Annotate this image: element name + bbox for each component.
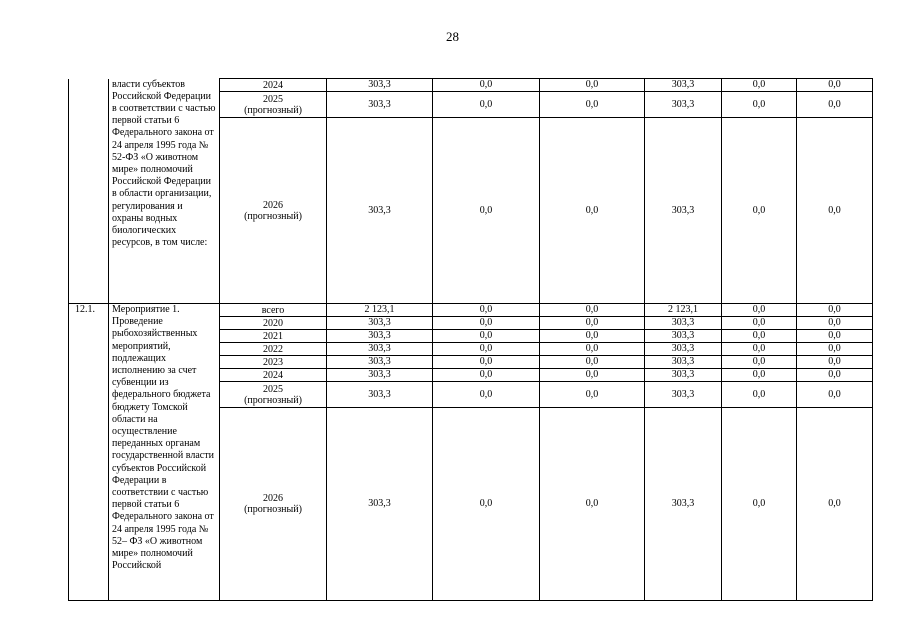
year-cell: [220, 369, 327, 382]
year-cell: [220, 330, 327, 343]
value-cell-c3: 0,0: [540, 408, 645, 601]
value-cell-c5: 0,0: [722, 118, 797, 304]
value-cell-c4: 303,3: [645, 369, 722, 382]
budget-table: [68, 78, 873, 601]
value-cell-c3: 0,0: [540, 118, 645, 304]
value-cell-c5: 0,0: [722, 79, 797, 92]
value-cell-c2: 0,0: [433, 408, 540, 601]
value-cell-c1: 2 123,1: [327, 304, 433, 317]
value-cell-c6: 0,0: [797, 118, 873, 304]
year-cell: [220, 356, 327, 369]
value-cell-c2: 0,0: [433, 369, 540, 382]
year-cell: [220, 343, 327, 356]
value-cell-c4: 303,3: [645, 343, 722, 356]
value-cell-c4: 303,3: [645, 92, 722, 118]
value-cell-c6: 0,0: [797, 382, 873, 408]
year-cell: [220, 408, 327, 601]
value-cell-c5: 0,0: [722, 408, 797, 601]
year-label: 2025: [263, 93, 283, 105]
year-label: 2021: [263, 330, 283, 342]
value-cell-c1: 303,3: [327, 343, 433, 356]
value-cell-c2: 0,0: [433, 79, 540, 92]
table-row: [69, 304, 873, 317]
value-cell-c1: 303,3: [327, 382, 433, 408]
value-cell-c2: 0,0: [433, 304, 540, 317]
value-cell-c4: 303,3: [645, 408, 722, 601]
value-cell-c2: 0,0: [433, 92, 540, 118]
value-cell-c4: 303,3: [645, 118, 722, 304]
year-label: 2023: [263, 356, 283, 368]
year-label: 2020: [263, 317, 283, 329]
value-cell-c5: 0,0: [722, 304, 797, 317]
value-cell-c1: 303,3: [327, 330, 433, 343]
value-cell-c6: 0,0: [797, 330, 873, 343]
value-cell-c5: 0,0: [722, 92, 797, 118]
value-cell-c6: 0,0: [797, 343, 873, 356]
value-cell-c3: 0,0: [540, 304, 645, 317]
value-cell-c1: 303,3: [327, 369, 433, 382]
year-cell: [220, 317, 327, 330]
value-cell-c3: 0,0: [540, 330, 645, 343]
value-cell-c3: 0,0: [540, 317, 645, 330]
value-cell-c6: 0,0: [797, 356, 873, 369]
year-label: 2026: [263, 199, 283, 211]
value-cell-c4: 303,3: [645, 317, 722, 330]
value-cell-c6: 0,0: [797, 79, 873, 92]
value-cell-c1: 303,3: [327, 118, 433, 304]
year-note: (прогнозный): [244, 504, 302, 515]
year-note: (прогнозный): [244, 210, 302, 222]
value-cell-c3: 0,0: [540, 356, 645, 369]
year-cell: [220, 382, 327, 408]
value-cell-c4: 303,3: [645, 382, 722, 408]
table-row: [69, 79, 873, 92]
value-cell-c2: 0,0: [433, 343, 540, 356]
year-note: (прогнозный): [244, 104, 302, 116]
value-cell-c3: 0,0: [540, 369, 645, 382]
value-cell-c1: 303,3: [327, 356, 433, 369]
value-cell-c1: 303,3: [327, 79, 433, 92]
year-label: 2022: [263, 343, 283, 355]
value-cell-c3: 0,0: [540, 92, 645, 118]
value-cell-c5: 0,0: [722, 356, 797, 369]
value-cell-c4: 303,3: [645, 356, 722, 369]
value-cell-c5: 0,0: [722, 343, 797, 356]
year-note: (прогнозный): [244, 394, 302, 406]
value-cell-c3: 0,0: [540, 382, 645, 408]
value-cell-c4: 2 123,1: [645, 304, 722, 317]
value-cell-c1: 303,3: [327, 317, 433, 330]
year-label: 2024: [263, 79, 283, 91]
value-cell-c6: 0,0: [797, 92, 873, 118]
value-cell-c6: 0,0: [797, 304, 873, 317]
value-cell-c5: 0,0: [722, 382, 797, 408]
value-cell-c1: 303,3: [327, 92, 433, 118]
value-cell-c2: 0,0: [433, 356, 540, 369]
year-cell: [220, 304, 327, 317]
year-cell: [220, 92, 327, 118]
page-number: 28: [446, 29, 459, 44]
item-description: власти субъектов Российской Федерации в соответствии с частью первой статьи 6 Федерального закона от 24 апреля 1995 года № 52-ФЗ «О животном мире» полномочий Российской Федерации в области организации, регулирования и охраны водных биологических ресурсов, в том числе:: [109, 79, 220, 304]
value-cell-c2: 0,0: [433, 118, 540, 304]
year-label: всего: [261, 304, 285, 316]
value-cell-c5: 0,0: [722, 317, 797, 330]
year-cell: [220, 118, 327, 304]
value-cell-c4: 303,3: [645, 79, 722, 92]
value-cell-c3: 0,0: [540, 79, 645, 92]
value-cell-c6: 0,0: [797, 317, 873, 330]
item-number: 12.1.: [69, 304, 109, 601]
value-cell-c3: 0,0: [540, 343, 645, 356]
value-cell-c6: 0,0: [797, 369, 873, 382]
value-cell-c2: 0,0: [433, 317, 540, 330]
value-cell-c4: 303,3: [645, 330, 722, 343]
value-cell-c2: 0,0: [433, 330, 540, 343]
year-label: 2025: [263, 383, 283, 395]
year-label: 2026: [263, 493, 283, 504]
value-cell-c2: 0,0: [433, 382, 540, 408]
year-label: 2024: [263, 369, 283, 381]
item-number: [69, 79, 109, 304]
value-cell-c6: 0,0: [797, 408, 873, 601]
value-cell-c5: 0,0: [722, 330, 797, 343]
value-cell-c5: 0,0: [722, 369, 797, 382]
year-cell: [220, 79, 327, 92]
item-description: Мероприятие 1. Проведение рыбохозяйственных мероприятий, подлежащих исполнению за счет субвенции из федерального бюджета бюджету Томской области на осуществление переданных органам государственной власти субъектов Российской Федерации в соответствии с частью первой статьи 6 Федерального закона от 24 апреля 1995 года № 52– ФЗ «О животном мире» полномочий Российской: [109, 304, 220, 601]
value-cell-c1: 303,3: [327, 408, 433, 601]
